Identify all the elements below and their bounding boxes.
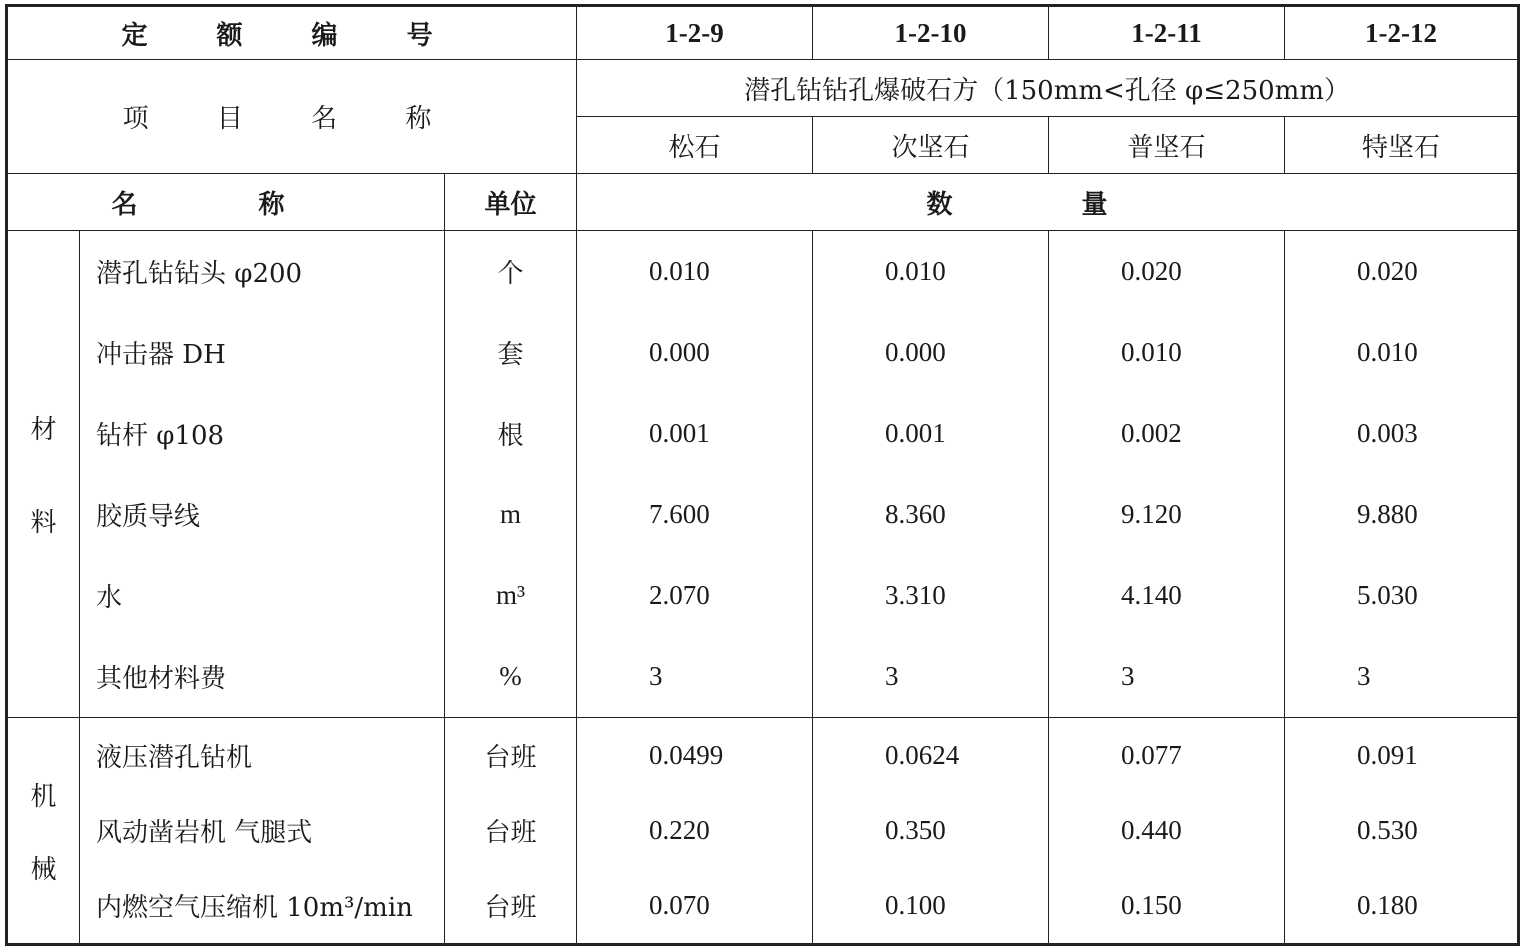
materials-values-col bbox=[813, 231, 1049, 718]
category-char: 料 bbox=[30, 508, 57, 538]
quota-table-container bbox=[5, 4, 1520, 946]
value-cell: 3 bbox=[1357, 661, 1371, 691]
category-machinery bbox=[7, 718, 80, 945]
value-cell: 8.360 bbox=[885, 499, 946, 529]
value-cell: 0.010 bbox=[1121, 337, 1182, 367]
item-name: 风动凿岩机 气腿式 bbox=[96, 818, 313, 848]
category-char: 械 bbox=[30, 854, 57, 885]
code-cell: 1-2-10 bbox=[813, 6, 1049, 60]
code-cell: 1-2-9 bbox=[577, 6, 813, 60]
rock-type-cell: 普坚石 bbox=[1049, 117, 1285, 174]
item-name: 其他材料费 bbox=[96, 664, 227, 694]
value-cell: 0.010 bbox=[885, 256, 946, 286]
value-cell: 0.010 bbox=[649, 256, 710, 286]
item-unit: 台班 bbox=[484, 743, 537, 773]
code-cell: 1-2-11 bbox=[1049, 6, 1285, 60]
value-cell: 0.530 bbox=[1357, 815, 1418, 845]
value-cell: 0.010 bbox=[1357, 337, 1418, 367]
materials-names bbox=[80, 231, 445, 718]
item-name: 胶质导线 bbox=[96, 502, 201, 532]
item-unit: 台班 bbox=[484, 893, 537, 923]
item-unit: 根 bbox=[497, 421, 524, 451]
value-cell: 3 bbox=[1121, 661, 1135, 691]
rock-type-cell: 松石 bbox=[577, 117, 813, 174]
category-char: 机 bbox=[30, 781, 57, 812]
value-cell: 0.220 bbox=[649, 815, 710, 845]
rock-type-cell: 次坚石 bbox=[813, 117, 1049, 174]
value-cell: 7.600 bbox=[649, 499, 710, 529]
value-cell: 0.091 bbox=[1357, 740, 1418, 770]
item-unit: m³ bbox=[495, 580, 526, 610]
value-cell: 0.150 bbox=[1121, 890, 1182, 920]
value-cell: 0.001 bbox=[649, 418, 710, 448]
machinery-values-col bbox=[1049, 718, 1285, 945]
machinery-group bbox=[7, 718, 1519, 945]
value-cell: 0.0499 bbox=[649, 740, 724, 770]
value-cell: 0.0624 bbox=[885, 740, 960, 770]
machinery-units bbox=[445, 718, 577, 945]
code-label: 定 额 编 号 bbox=[7, 6, 577, 60]
value-cell: 0.003 bbox=[1357, 418, 1418, 448]
item-name: 水 bbox=[96, 583, 123, 613]
value-cell: 0.020 bbox=[1121, 256, 1182, 286]
machinery-names bbox=[80, 718, 445, 945]
value-cell: 0.070 bbox=[649, 890, 710, 920]
item-unit: 个 bbox=[497, 259, 524, 289]
value-cell: 0.000 bbox=[649, 337, 710, 367]
rock-type-cell: 特坚石 bbox=[1285, 117, 1519, 174]
code-row bbox=[7, 6, 1519, 60]
value-cell: 5.030 bbox=[1357, 580, 1418, 610]
category-materials bbox=[7, 231, 80, 718]
value-cell: 0.100 bbox=[885, 890, 946, 920]
item-name: 冲击器 DH bbox=[96, 340, 226, 370]
value-cell: 3 bbox=[885, 661, 899, 691]
name-label: 名 称 bbox=[7, 174, 445, 231]
project-row bbox=[7, 60, 1519, 117]
machinery-values-col bbox=[813, 718, 1049, 945]
item-unit: 台班 bbox=[484, 818, 537, 848]
project-title: 潜孔钻钻孔爆破石方（150mm<孔径 φ≤250mm） bbox=[577, 60, 1519, 117]
value-cell: 9.880 bbox=[1357, 499, 1418, 529]
value-cell: 0.001 bbox=[885, 418, 946, 448]
value-cell: 3.310 bbox=[885, 580, 946, 610]
quantity-label: 数 量 bbox=[577, 174, 1519, 231]
value-cell: 9.120 bbox=[1121, 499, 1182, 529]
materials-values-col bbox=[1049, 231, 1285, 718]
value-cell: 0.350 bbox=[885, 815, 946, 845]
value-cell: 0.077 bbox=[1121, 740, 1182, 770]
machinery-values-col bbox=[1285, 718, 1519, 945]
value-cell: 0.020 bbox=[1357, 256, 1418, 286]
value-cell: 0.440 bbox=[1121, 815, 1182, 845]
value-cell: 2.070 bbox=[649, 580, 710, 610]
quota-table bbox=[5, 4, 1520, 946]
column-label-row bbox=[7, 174, 1519, 231]
materials-values-col bbox=[1285, 231, 1519, 718]
category-char: 材 bbox=[30, 415, 57, 445]
code-cell: 1-2-12 bbox=[1285, 6, 1519, 60]
item-name: 钻杆 φ108 bbox=[96, 421, 225, 451]
value-cell: 0.180 bbox=[1357, 890, 1418, 920]
materials-values-col bbox=[577, 231, 813, 718]
item-name: 潜孔钻钻头 φ200 bbox=[96, 259, 303, 289]
value-cell: 3 bbox=[649, 661, 663, 691]
value-cell: 4.140 bbox=[1121, 580, 1182, 610]
item-unit: % bbox=[499, 661, 522, 691]
machinery-values-col bbox=[577, 718, 813, 945]
unit-label: 单位 bbox=[445, 174, 577, 231]
item-name: 液压潜孔钻机 bbox=[96, 743, 253, 773]
item-unit: m bbox=[500, 499, 522, 529]
item-unit: 套 bbox=[497, 340, 524, 370]
materials-units bbox=[445, 231, 577, 718]
value-cell: 0.002 bbox=[1121, 418, 1182, 448]
project-label: 项 目 名 称 bbox=[7, 60, 577, 174]
materials-group bbox=[7, 231, 1519, 718]
item-name: 内燃空气压缩机 10m³/min bbox=[96, 893, 413, 923]
value-cell: 0.000 bbox=[885, 337, 946, 367]
